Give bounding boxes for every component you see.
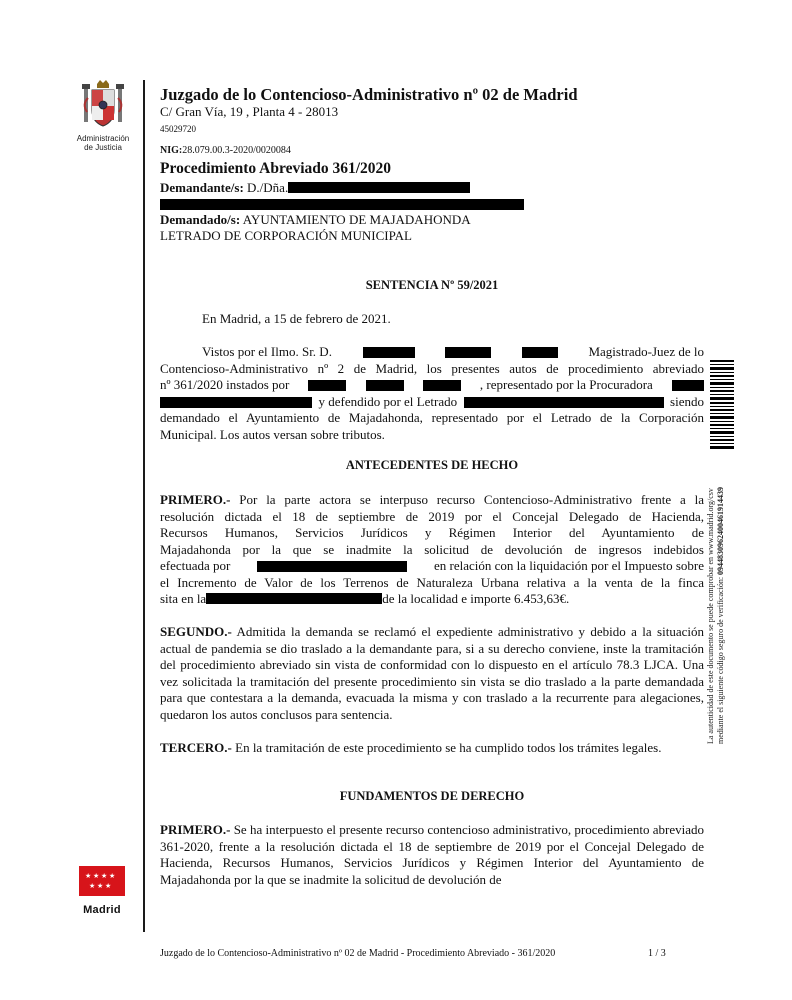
tercero-text: En la tramitación de este procedimiento se ha cumplido todos los trámites legales. [235,740,662,755]
defendant-line [160,212,471,228]
redaction-box [160,199,524,210]
procedure-title: Procedimiento Abreviado 361/2020 [160,160,392,177]
svg-text:★: ★ [97,882,104,890]
primero-text: sita en la [160,591,207,606]
vistos-line-5: demandado el Ayuntamiento de Majadahonda, representado por el Letrado de la Corporación [160,410,704,425]
antecedente-tercero [160,740,704,757]
verification-code: 0944830962400461914439 [715,486,725,575]
primero-line-2: resolución dictada el 18 de septiembre de 2019 por el Concejal Delegado de Hacienda, [160,508,704,524]
vistos-text: nº 361/2020 instados por [160,377,290,392]
svg-text:★: ★ [89,882,96,890]
primero-text: efectuada por [160,558,231,573]
antecedentes-title: ANTECEDENTES DE HECHO [345,458,519,472]
nig-line [160,145,291,156]
antecedente-primero [160,492,704,608]
fundamento-primero-label: PRIMERO.- [160,822,231,837]
fundamento-primero [160,822,704,888]
fundamento-primero-text: Se ha interpuesto el presente recurso contencioso administrativo, procedimiento abreviado 361-2020, frente a la resolución dictada el 18 de septiembre de 2019 por el Concejal Delegado de Hacienda, Recursos Humanos, Servicios Jurídicos y Régimen Interior del Ayuntamiento de Majadahonda por la que se inadmite la solicitud de devolución de [160,822,704,887]
redaction-box [206,593,382,604]
vistos-text: siendo [670,393,704,409]
plaintiff-line-2 [160,197,524,213]
svg-text:★: ★ [109,872,116,880]
primero-line-7 [160,591,704,608]
primero-text: en relación con la liquidación por el Impuesto sobre [433,558,704,573]
redaction-box [522,347,558,358]
vistos-paragraph [160,344,704,443]
logo-caption [72,134,134,152]
redaction-box [445,347,491,358]
verification-text [706,464,725,744]
svg-text:★: ★ [93,872,100,880]
region-caption: Madrid [83,904,121,916]
fundamentos-title: FUNDAMENTOS DE DERECHO [339,789,525,803]
vistos-text: y defendido por el Letrado [318,393,458,409]
primero-label: PRIMERO.- [160,492,231,507]
primero-text: de la localidad e importe 6.453,63€. [382,591,570,606]
coat-of-arms-icon [78,78,128,130]
redaction-box [288,182,470,193]
logo-caption-line1: Administración [76,134,130,143]
margin-rule [143,80,145,932]
defendant-value: AYUNTAMIENTO DE MAJADAHONDA [242,212,471,227]
tercero-label: TERCERO.- [160,740,232,755]
vistos-text: Magistrado-Juez de lo [588,344,704,359]
verification-line-2 [716,464,726,744]
antecedente-segundo [160,624,704,723]
logo-caption-line2: de Justicia [84,143,122,152]
primero-line-6: el Incremento de Valor de los Terrenos de Naturaleza Urbana relativa a la venta de la finca [160,574,704,590]
madrid-flag-icon [79,866,125,896]
primero-text: Por la parte actora se interpuso recurso Contencioso-Administrativo frente a la [239,492,704,507]
madrid-logo [76,866,128,916]
verification-note [702,464,736,744]
court-name: Juzgado de lo Contencioso-Administrativo nº 02 de Madrid [160,85,578,104]
vistos-line-2: Contencioso-Administrativo nº 2 de Madrid, los presentes autos de procedimiento abreviado [160,360,704,376]
defendant-label: Demandado/s: [160,212,241,227]
place-date: En Madrid, a 15 de febrero de 2021. [202,311,391,326]
sentence-title: SENTENCIA Nº 59/2021 [365,278,499,292]
redaction-box [464,397,664,408]
svg-text:★: ★ [85,872,92,880]
redaction-box [257,561,407,572]
nig-label: NIG: [160,145,183,156]
defendant-counsel: LETRADO DE CORPORACIÓN MUNICIPAL [160,228,412,243]
primero-line-4: Majadahonda por la que se inadmite la solicitud de devolución de ingresos indebidos [160,541,704,557]
verification-line-1: La autenticidad de este documento se puede comprobar en www.madrid.org/csv [706,488,715,744]
vistos-line-1 [160,344,704,361]
footer-text: Juzgado de lo Contencioso-Administrativo nº 02 de Madrid - Procedimiento Abreviado - 361/2020 [160,948,556,959]
redaction-box [363,347,415,358]
barcode [710,360,734,452]
primero-line-5 [160,558,704,575]
primero-line-3: Recursos Humanos, Servicios Jurídicos y Régimen Interior del Ayuntamiento de [160,525,704,540]
redaction-box [672,380,704,391]
plaintiff-value: D./Dña. [247,180,289,195]
vistos-line-3 [160,377,704,394]
justice-logo [72,78,134,152]
nig-value: 28.079.00.3-2020/0020084 [182,145,291,156]
svg-text:★: ★ [105,882,112,890]
page-number: 1 / 3 [648,948,666,959]
primero-line-1 [160,492,704,509]
svg-text:★: ★ [101,872,108,880]
segundo-text: Admitida la demanda se reclamó el expediente administrativo y debido a la situación actual de pandemia se dio traslado a la demandante para, si a su derecho conviene, inste la tramitación del procedimiento abreviado sin vista de conformidad con lo dispuesto en el artículo 78.3 LJCA. Una vez solicitada la tramitación del presente procedimiento sin vista se dio traslado a la parte demandada para que contestara a la demanda, evacuada la misma y con traslado a la recurrente para alegaciones, quedaron los autos conclusos para sentencia. [160,624,704,722]
vistos-text: Vistos por el Ilmo. Sr. D. [202,344,332,359]
redaction-box [423,380,461,391]
redaction-box [160,397,312,408]
verification-line-2-text: mediante el siguiente código seguro de verificación: [715,576,725,744]
court-code: 45029720 [160,124,196,134]
court-address: C/ Gran Vía, 19 , Planta 4 - 28013 [160,104,339,119]
vistos-line-6: Municipal. Los autos versan sobre tributos. [160,426,385,442]
plaintiff-label: Demandante/s: [160,180,244,195]
vistos-line-4 [160,394,704,411]
segundo-label: SEGUNDO.- [160,624,232,639]
vistos-text: , representado por la Procuradora [479,377,653,392]
plaintiff-line [160,180,470,196]
redaction-box [308,380,346,391]
redaction-box [366,380,404,391]
